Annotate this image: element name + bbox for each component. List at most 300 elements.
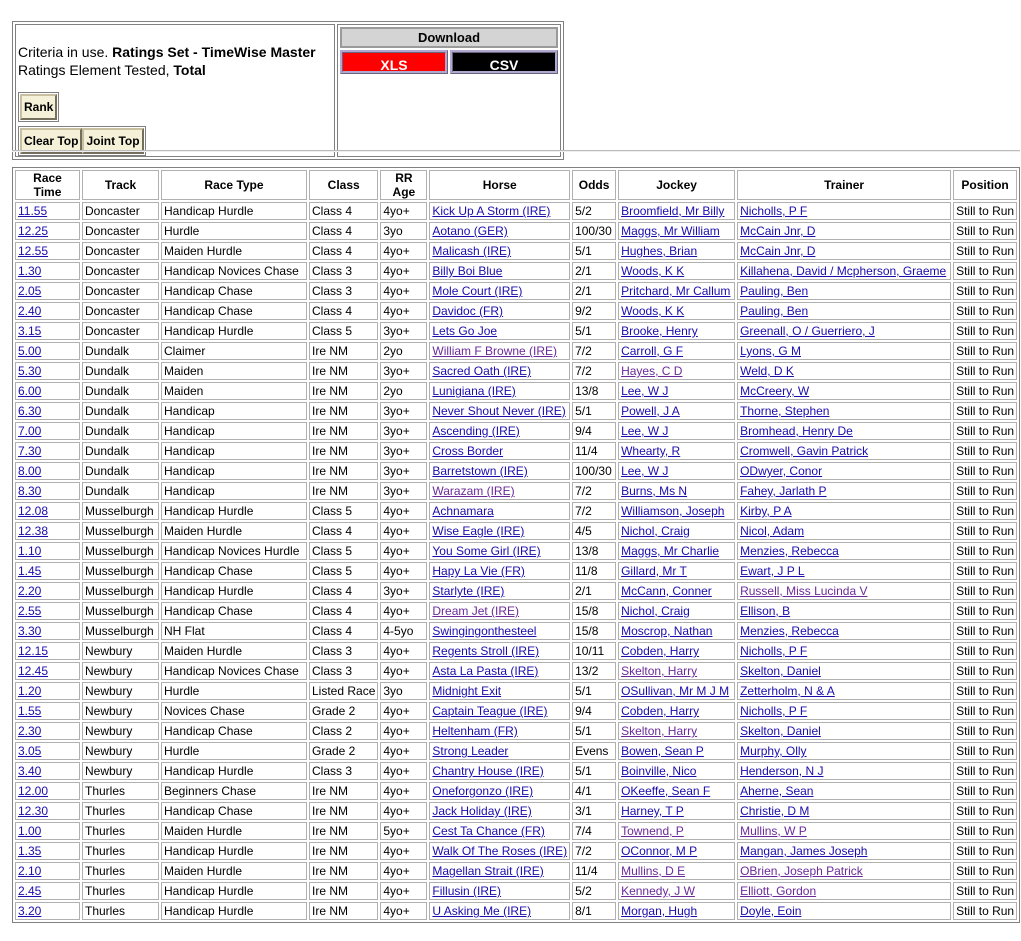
race-time-cell bbox=[15, 622, 80, 640]
horse-cell bbox=[429, 442, 570, 460]
trainer-cell-link[interactable]: OBrien, Joseph Patrick bbox=[740, 864, 863, 878]
rr-age-cell-text: 4yo+ bbox=[383, 504, 410, 518]
jockey-cell-link[interactable]: Burns, Ms N bbox=[621, 484, 688, 498]
jockey-cell-link[interactable]: Nichol, Craig bbox=[621, 604, 690, 618]
race-time-cell-link[interactable]: 2.05 bbox=[18, 284, 42, 298]
jockey-cell-link[interactable]: Morgan, Hugh bbox=[621, 904, 698, 918]
horse-cell-link[interactable]: Aotano (GER) bbox=[432, 224, 508, 238]
horse-cell-link[interactable]: Kick Up A Storm (IRE) bbox=[432, 204, 551, 218]
race-type-cell bbox=[161, 482, 307, 500]
track-cell bbox=[82, 522, 159, 540]
trainer-cell-link[interactable]: Mullins, W P bbox=[740, 824, 807, 838]
jockey-cell-link[interactable]: Williamson, Joseph bbox=[621, 504, 725, 518]
horse-cell-link[interactable]: Jack Holiday (IRE) bbox=[432, 804, 532, 818]
race-type-cell-text: Maiden Hurdle bbox=[164, 644, 243, 658]
trainer-cell-link[interactable]: Zetterholm, N & A bbox=[740, 684, 835, 698]
jockey-cell-link[interactable]: Broomfield, Mr Billy bbox=[621, 204, 725, 218]
odds-cell-text: 5/1 bbox=[575, 244, 592, 258]
horse-cell-link[interactable]: Fillusin (IRE) bbox=[432, 884, 502, 898]
jockey-cell-link[interactable]: Bowen, Sean P bbox=[621, 744, 704, 758]
horse-cell-link[interactable]: Regents Stroll (IRE) bbox=[432, 644, 540, 658]
race-type-cell-text: Maiden Hurdle bbox=[164, 864, 243, 878]
trainer-cell-link[interactable]: Menzies, Rebecca bbox=[740, 544, 839, 558]
race-type-cell-text: Maiden bbox=[164, 384, 204, 398]
odds-cell bbox=[572, 202, 616, 220]
track-cell bbox=[82, 742, 159, 760]
position-cell-text: Still to Run bbox=[956, 364, 1015, 378]
position-cell-text: Still to Run bbox=[956, 464, 1015, 478]
race-time-cell bbox=[15, 722, 80, 740]
trainer-cell-link[interactable]: Thorne, Stephen bbox=[740, 404, 830, 418]
race-time-cell-link[interactable]: 3.05 bbox=[18, 744, 42, 758]
jockey-cell-link[interactable]: Moscrop, Nathan bbox=[621, 624, 713, 638]
horse-cell-link[interactable]: Heltenham (FR) bbox=[432, 724, 518, 738]
horse-cell-link[interactable]: Captain Teague (IRE) bbox=[432, 704, 548, 718]
race-type-cell-text: Handicap Novices Chase bbox=[164, 264, 299, 278]
race-type-cell-text: Claimer bbox=[164, 344, 206, 358]
odds-cell bbox=[572, 242, 616, 260]
race-time-cell-link[interactable]: 5.00 bbox=[18, 344, 42, 358]
horse-cell-link[interactable]: William F Browne (IRE) bbox=[432, 344, 558, 358]
table-row bbox=[15, 842, 1017, 860]
horse-cell-link[interactable]: Hapy La Vie (FR) bbox=[432, 564, 525, 578]
class-cell-text: Class 4 bbox=[312, 224, 353, 238]
position-cell bbox=[953, 822, 1017, 840]
jockey-cell bbox=[618, 522, 735, 540]
race-time-cell bbox=[15, 662, 80, 680]
horse-cell-link[interactable]: You Some Girl (IRE) bbox=[432, 544, 541, 558]
horse-cell-link[interactable]: Starlyte (IRE) bbox=[432, 584, 505, 598]
rr-age-cell bbox=[380, 342, 427, 360]
horse-cell-link[interactable]: Sacred Oath (IRE) bbox=[432, 364, 532, 378]
race-time-cell-link[interactable]: 11.55 bbox=[18, 204, 48, 218]
trainer-cell-link[interactable]: Russell, Miss Lucinda V bbox=[740, 584, 868, 598]
position-cell bbox=[953, 582, 1017, 600]
race-time-cell-link[interactable]: 12.38 bbox=[18, 524, 49, 538]
position-cell bbox=[953, 262, 1017, 280]
trainer-cell-link[interactable]: Killahena, David / Mcpherson, Graeme bbox=[740, 264, 947, 278]
race-type-cell bbox=[161, 902, 307, 920]
horse-cell-link[interactable]: Asta La Pasta (IRE) bbox=[432, 664, 539, 678]
jockey-cell-link[interactable]: Woods, K K bbox=[621, 264, 685, 278]
trainer-cell-link[interactable]: Weld, D K bbox=[740, 364, 794, 378]
race-time-cell-link[interactable]: 12.30 bbox=[18, 804, 49, 818]
rr-age-cell-text: 4yo+ bbox=[383, 644, 410, 658]
jockey-cell-link[interactable]: Cobden, Harry bbox=[621, 644, 700, 658]
trainer-cell-link[interactable]: Kirby, P A bbox=[740, 504, 792, 518]
race-time-cell-link[interactable]: 2.40 bbox=[18, 304, 42, 318]
odds-cell-text: 5/1 bbox=[575, 404, 592, 418]
track-cell bbox=[82, 462, 159, 480]
race-time-cell-link[interactable]: 8.00 bbox=[18, 464, 42, 478]
track-cell-text: Musselburgh bbox=[85, 624, 154, 638]
race-time-cell-link[interactable]: 2.30 bbox=[18, 724, 42, 738]
race-type-cell-text: Maiden bbox=[164, 364, 204, 378]
trainer-cell-link[interactable]: Nicholls, P F bbox=[740, 644, 808, 658]
trainer-cell-link[interactable]: McCreery, W bbox=[740, 384, 810, 398]
trainer-cell bbox=[737, 402, 951, 420]
table-row bbox=[15, 242, 1017, 260]
odds-cell bbox=[572, 842, 616, 860]
class-cell-text: Class 5 bbox=[312, 564, 353, 578]
rr-age-cell bbox=[380, 622, 427, 640]
race-time-cell-link[interactable]: 1.00 bbox=[18, 824, 42, 838]
race-time-cell-link[interactable]: 2.45 bbox=[18, 884, 42, 898]
position-cell-text: Still to Run bbox=[956, 824, 1015, 838]
jockey-cell-link[interactable]: Whearty, R bbox=[621, 444, 681, 458]
trainer-cell-link[interactable]: Nicholls, P F bbox=[740, 704, 808, 718]
race-time-cell-link[interactable]: 12.55 bbox=[18, 244, 49, 258]
jockey-cell-link[interactable]: Lee, W J bbox=[621, 384, 669, 398]
race-time-cell-link[interactable]: 7.00 bbox=[18, 424, 42, 438]
race-time-cell bbox=[15, 582, 80, 600]
trainer-cell bbox=[737, 622, 951, 640]
table-row bbox=[15, 822, 1017, 840]
horse-cell-link[interactable]: Achnamara bbox=[432, 504, 494, 518]
track-cell bbox=[82, 482, 159, 500]
rr-age-cell bbox=[380, 842, 427, 860]
race-time-cell-link[interactable]: 2.55 bbox=[18, 604, 42, 618]
race-time-cell-link[interactable]: 12.08 bbox=[18, 504, 49, 518]
race-type-cell bbox=[161, 842, 307, 860]
race-time-cell-link[interactable]: 1.10 bbox=[18, 544, 42, 558]
jockey-cell-link[interactable]: Mullins, D E bbox=[621, 864, 686, 878]
race-time-cell-link[interactable]: 2.20 bbox=[18, 584, 42, 598]
jockey-cell bbox=[618, 202, 735, 220]
class-cell bbox=[309, 302, 378, 320]
trainer-cell-link[interactable]: Nicol, Adam bbox=[740, 524, 805, 538]
trainer-cell bbox=[737, 342, 951, 360]
track-cell-text: Newbury bbox=[85, 744, 133, 758]
class-cell bbox=[309, 382, 378, 400]
race-time-cell-link[interactable]: 1.45 bbox=[18, 564, 42, 578]
horse-cell bbox=[429, 582, 570, 600]
rr-age-cell bbox=[380, 402, 427, 420]
odds-cell-text: 9/4 bbox=[575, 704, 592, 718]
race-type-cell-text: Handicap Chase bbox=[164, 284, 253, 298]
track-cell-text: Dundalk bbox=[85, 384, 130, 398]
jockey-cell-link[interactable]: Maggs, Mr William bbox=[621, 224, 720, 238]
jockey-cell bbox=[618, 242, 735, 260]
position-cell-text: Still to Run bbox=[956, 284, 1015, 298]
race-type-cell bbox=[161, 462, 307, 480]
race-time-cell-link[interactable]: 3.15 bbox=[18, 324, 42, 338]
trainer-cell-link[interactable]: Elliott, Gordon bbox=[740, 884, 817, 898]
rr-age-cell-text: 4yo+ bbox=[383, 524, 410, 538]
horse-cell-link[interactable]: Barretstown (IRE) bbox=[432, 464, 528, 478]
horse-cell-link[interactable]: Strong Leader bbox=[432, 744, 509, 758]
class-cell bbox=[309, 622, 378, 640]
track-cell-text: Musselburgh bbox=[85, 504, 154, 518]
jockey-cell-link[interactable]: Nichol, Craig bbox=[621, 524, 690, 538]
race-type-cell-text: Handicap bbox=[164, 484, 215, 498]
track-cell bbox=[82, 782, 159, 800]
race-time-cell-link[interactable]: 2.10 bbox=[18, 864, 42, 878]
position-cell-text: Still to Run bbox=[956, 584, 1015, 598]
jockey-cell-link[interactable]: Lee, W J bbox=[621, 424, 669, 438]
jockey-cell-link[interactable]: McCann, Conner bbox=[621, 584, 712, 598]
class-cell bbox=[309, 282, 378, 300]
horse-cell-link[interactable]: Lunigiana (IRE) bbox=[432, 384, 516, 398]
table-row bbox=[15, 462, 1017, 480]
trainer-cell-link[interactable]: McCain Jnr, D bbox=[740, 244, 816, 258]
joint-top-button[interactable]: Joint Top bbox=[82, 128, 143, 154]
horse-cell-link[interactable]: Cross Border bbox=[432, 444, 504, 458]
trainer-cell-link[interactable]: Mangan, James Joseph bbox=[740, 844, 868, 858]
class-cell bbox=[309, 502, 378, 520]
race-time-cell bbox=[15, 202, 80, 220]
race-type-cell-text: Maiden Hurdle bbox=[164, 824, 243, 838]
race-type-cell bbox=[161, 742, 307, 760]
position-cell bbox=[953, 502, 1017, 520]
class-cell bbox=[309, 402, 378, 420]
horse-cell-link[interactable]: Magellan Strait (IRE) bbox=[432, 864, 544, 878]
position-cell bbox=[953, 302, 1017, 320]
jockey-cell-link[interactable]: OKeeffe, Sean F bbox=[621, 784, 711, 798]
horse-cell-link[interactable]: Warazam (IRE) bbox=[432, 484, 515, 498]
race-time-cell-link[interactable]: 12.45 bbox=[18, 664, 49, 678]
rr-age-cell bbox=[380, 382, 427, 400]
position-cell-text: Still to Run bbox=[956, 804, 1015, 818]
horse-cell-link[interactable]: Wise Eagle (IRE) bbox=[432, 524, 525, 538]
odds-cell-text: 15/8 bbox=[575, 624, 599, 638]
jockey-cell-link[interactable]: Powell, J A bbox=[621, 404, 680, 418]
class-cell bbox=[309, 822, 378, 840]
trainer-cell-link[interactable]: Skelton, Daniel bbox=[740, 724, 821, 738]
race-time-cell-link[interactable]: 8.30 bbox=[18, 484, 42, 498]
horse-cell-link[interactable]: Ascending (IRE) bbox=[432, 424, 520, 438]
race-time-cell-link[interactable]: 7.30 bbox=[18, 444, 42, 458]
horse-cell-link[interactable]: Cest Ta Chance (FR) bbox=[432, 824, 545, 838]
trainer-cell-link[interactable]: Greenall, O / Guerriero, J bbox=[740, 324, 875, 338]
rr-age-cell-text: 3yo+ bbox=[383, 464, 410, 478]
horse-cell-link[interactable]: Mole Court (IRE) bbox=[432, 284, 523, 298]
race-type-cell-text: Handicap Chase bbox=[164, 304, 253, 318]
rr-age-cell bbox=[380, 782, 427, 800]
jockey-cell-link[interactable]: Skelton, Harry bbox=[621, 664, 698, 678]
jockey-cell-link[interactable]: Lee, W J bbox=[621, 464, 669, 478]
jockey-cell-link[interactable]: Maggs, Mr Charlie bbox=[621, 544, 720, 558]
odds-cell-text: 10/11 bbox=[575, 644, 605, 658]
position-cell bbox=[953, 842, 1017, 860]
trainer-cell-link[interactable]: Aherne, Sean bbox=[740, 784, 814, 798]
class-cell-text: Grade 2 bbox=[312, 704, 356, 718]
jockey-cell-link[interactable]: Woods, K K bbox=[621, 304, 685, 318]
horse-cell-link[interactable]: Dream Jet (IRE) bbox=[432, 604, 520, 618]
trainer-cell-link[interactable]: Fahey, Jarlath P bbox=[740, 484, 827, 498]
xls-download-button[interactable]: XLS bbox=[340, 50, 448, 74]
race-time-cell-link[interactable]: 12.00 bbox=[18, 784, 49, 798]
odds-cell bbox=[572, 542, 616, 560]
race-type-cell-text: Handicap Chase bbox=[164, 604, 253, 618]
odds-cell bbox=[572, 622, 616, 640]
track-cell-text: Dundalk bbox=[85, 424, 130, 438]
rr-age-cell bbox=[380, 702, 427, 720]
race-type-cell bbox=[161, 382, 307, 400]
race-time-cell-link[interactable]: 12.25 bbox=[18, 224, 49, 238]
race-time-cell bbox=[15, 542, 80, 560]
table-row bbox=[15, 382, 1017, 400]
odds-cell-text: 2/1 bbox=[575, 264, 592, 278]
csv-download-button[interactable]: CSV bbox=[450, 50, 558, 74]
trainer-cell-link[interactable]: Nicholls, P F bbox=[740, 204, 808, 218]
jockey-cell bbox=[618, 742, 735, 760]
race-type-cell bbox=[161, 202, 307, 220]
table-row bbox=[15, 762, 1017, 780]
trainer-cell-link[interactable]: Christie, D M bbox=[740, 804, 810, 818]
position-cell bbox=[953, 862, 1017, 880]
horse-cell bbox=[429, 802, 570, 820]
trainer-cell-link[interactable]: Ellison, B bbox=[740, 604, 791, 618]
position-cell-text: Still to Run bbox=[956, 704, 1015, 718]
jockey-cell bbox=[618, 422, 735, 440]
rr-age-cell-text: 4yo+ bbox=[383, 764, 410, 778]
ratings-set-label: Ratings Set - TimeWise Master bbox=[112, 44, 316, 60]
trainer-cell-link[interactable]: ODwyer, Conor bbox=[740, 464, 823, 478]
position-cell-text: Still to Run bbox=[956, 764, 1015, 778]
jockey-cell-link[interactable]: Hughes, Brian bbox=[621, 244, 698, 258]
odds-cell-text: 2/1 bbox=[575, 584, 592, 598]
race-time-cell-link[interactable]: 1.35 bbox=[18, 844, 42, 858]
race-time-cell-link[interactable]: 6.00 bbox=[18, 384, 42, 398]
jockey-cell-link[interactable]: OSullivan, Mr M J M bbox=[621, 684, 730, 698]
horse-cell-link[interactable]: Never Shout Never (IRE) bbox=[432, 404, 566, 418]
jockey-cell-link[interactable]: Skelton, Harry bbox=[621, 724, 698, 738]
class-cell-text: Class 3 bbox=[312, 284, 353, 298]
jockey-cell-link[interactable]: Cobden, Harry bbox=[621, 704, 700, 718]
trainer-cell-link[interactable]: Murphy, Olly bbox=[740, 744, 807, 758]
rr-age-cell-text: 4yo+ bbox=[383, 284, 410, 298]
horse-cell-link[interactable]: Chantry House (IRE) bbox=[432, 764, 544, 778]
race-time-cell bbox=[15, 862, 80, 880]
track-cell-text: Dundalk bbox=[85, 444, 130, 458]
trainer-cell-link[interactable]: Skelton, Daniel bbox=[740, 664, 821, 678]
race-time-cell bbox=[15, 502, 80, 520]
track-cell bbox=[82, 322, 159, 340]
table-row bbox=[15, 802, 1017, 820]
track-cell-text: Thurles bbox=[85, 864, 126, 878]
jockey-cell-link[interactable]: Gillard, Mr T bbox=[621, 564, 687, 578]
trainer-cell-link[interactable]: Menzies, Rebecca bbox=[740, 624, 839, 638]
jockey-cell-link[interactable]: Carroll, G F bbox=[621, 344, 684, 358]
race-time-cell-link[interactable]: 3.20 bbox=[18, 904, 42, 918]
class-cell bbox=[309, 782, 378, 800]
odds-cell-text: 5/1 bbox=[575, 684, 592, 698]
download-cell bbox=[337, 24, 561, 157]
odds-cell bbox=[572, 362, 616, 380]
track-cell bbox=[82, 542, 159, 560]
clear-top-button[interactable]: Clear Top bbox=[20, 128, 82, 154]
jockey-cell-link[interactable]: Boinville, Nico bbox=[621, 764, 697, 778]
race-time-cell-link[interactable]: 3.40 bbox=[18, 764, 42, 778]
jockey-cell-link[interactable]: Townend, P bbox=[621, 824, 684, 838]
rr-age-cell-text: 3yo bbox=[383, 224, 403, 238]
race-time-cell bbox=[15, 282, 80, 300]
rr-age-cell bbox=[380, 422, 427, 440]
trainer-cell bbox=[737, 742, 951, 760]
jockey-cell-link[interactable]: Pritchard, Mr Callum bbox=[621, 284, 731, 298]
position-cell-text: Still to Run bbox=[956, 564, 1015, 578]
jockey-cell bbox=[618, 482, 735, 500]
rr-age-cell-text: 4yo+ bbox=[383, 744, 410, 758]
trainer-cell bbox=[737, 322, 951, 340]
position-cell-text: Still to Run bbox=[956, 264, 1015, 278]
rr-age-cell-text: 4yo+ bbox=[383, 204, 410, 218]
horse-cell-link[interactable]: Davidoc (FR) bbox=[432, 304, 504, 318]
race-type-cell bbox=[161, 642, 307, 660]
rank-button[interactable]: Rank bbox=[20, 94, 57, 120]
jockey-cell-link[interactable]: Brooke, Henry bbox=[621, 324, 698, 338]
table-row bbox=[15, 882, 1017, 900]
race-time-cell-link[interactable]: 12.15 bbox=[18, 644, 49, 658]
trainer-cell-link[interactable]: Bromhead, Henry De bbox=[740, 424, 853, 438]
trainer-cell-link[interactable]: Pauling, Ben bbox=[740, 284, 809, 298]
horse-cell bbox=[429, 902, 570, 920]
horse-cell-link[interactable]: Lets Go Joe bbox=[432, 324, 498, 338]
race-time-cell-link[interactable]: 5.30 bbox=[18, 364, 42, 378]
race-time-cell-link[interactable]: 1.20 bbox=[18, 684, 42, 698]
track-cell-text: Dundalk bbox=[85, 344, 130, 358]
criteria-cell bbox=[15, 24, 335, 157]
trainer-cell-link[interactable]: Henderson, N J bbox=[740, 764, 824, 778]
jockey-cell-link[interactable]: OConnor, M P bbox=[621, 844, 698, 858]
odds-cell bbox=[572, 222, 616, 240]
horse-cell bbox=[429, 542, 570, 560]
trainer-cell-link[interactable]: Ewart, J P L bbox=[740, 564, 805, 578]
rr-age-cell-text: 4yo+ bbox=[383, 884, 410, 898]
horse-cell-link[interactable]: U Asking Me (IRE) bbox=[432, 904, 532, 918]
horse-cell-link[interactable]: Oneforgonzo (IRE) bbox=[432, 784, 534, 798]
horse-cell-link[interactable]: Walk Of The Roses (IRE) bbox=[432, 844, 568, 858]
trainer-cell-link[interactable]: Doyle, Eoin bbox=[740, 904, 802, 918]
trainer-cell-link[interactable]: Lyons, G M bbox=[740, 344, 801, 358]
trainer-cell-link[interactable]: Pauling, Ben bbox=[740, 304, 809, 318]
class-cell bbox=[309, 882, 378, 900]
jockey-cell-link[interactable]: Kennedy, J W bbox=[621, 884, 695, 898]
horse-cell bbox=[429, 682, 570, 700]
horse-cell-link[interactable]: Swingingonthesteel bbox=[432, 624, 537, 638]
race-time-cell bbox=[15, 342, 80, 360]
jockey-cell-link[interactable]: Hayes, C D bbox=[621, 364, 683, 378]
horse-cell-link[interactable]: Midnight Exit bbox=[432, 684, 502, 698]
race-time-cell-link[interactable]: 1.55 bbox=[18, 704, 42, 718]
race-type-cell-text: Maiden Hurdle bbox=[164, 524, 243, 538]
odds-cell bbox=[572, 602, 616, 620]
trainer-cell bbox=[737, 782, 951, 800]
odds-cell bbox=[572, 762, 616, 780]
horse-cell-link[interactable]: Malicash (IRE) bbox=[432, 244, 512, 258]
table-row bbox=[15, 622, 1017, 640]
race-time-cell-link[interactable]: 3.30 bbox=[18, 624, 42, 638]
race-time-cell-link[interactable]: 1.30 bbox=[18, 264, 42, 278]
race-time-cell bbox=[15, 382, 80, 400]
position-cell bbox=[953, 602, 1017, 620]
rr-age-cell-text: 3yo bbox=[383, 684, 403, 698]
position-cell-text: Still to Run bbox=[956, 644, 1015, 658]
track-cell-text: Doncaster bbox=[85, 284, 140, 298]
race-time-cell-link[interactable]: 6.30 bbox=[18, 404, 42, 418]
header-trainer: Trainer bbox=[737, 170, 951, 200]
trainer-cell-link[interactable]: Cromwell, Gavin Patrick bbox=[740, 444, 869, 458]
class-cell-text: Class 4 bbox=[312, 204, 353, 218]
odds-cell-text: 3/1 bbox=[575, 804, 592, 818]
trainer-cell-link[interactable]: McCain Jnr, D bbox=[740, 224, 816, 238]
jockey-cell-link[interactable]: Harney, T P bbox=[621, 804, 684, 818]
position-cell-text: Still to Run bbox=[956, 424, 1015, 438]
header-horse: Horse bbox=[429, 170, 570, 200]
horse-cell-link[interactable]: Billy Boi Blue bbox=[432, 264, 503, 278]
criteria-prefix: Criteria in use. bbox=[18, 44, 113, 60]
